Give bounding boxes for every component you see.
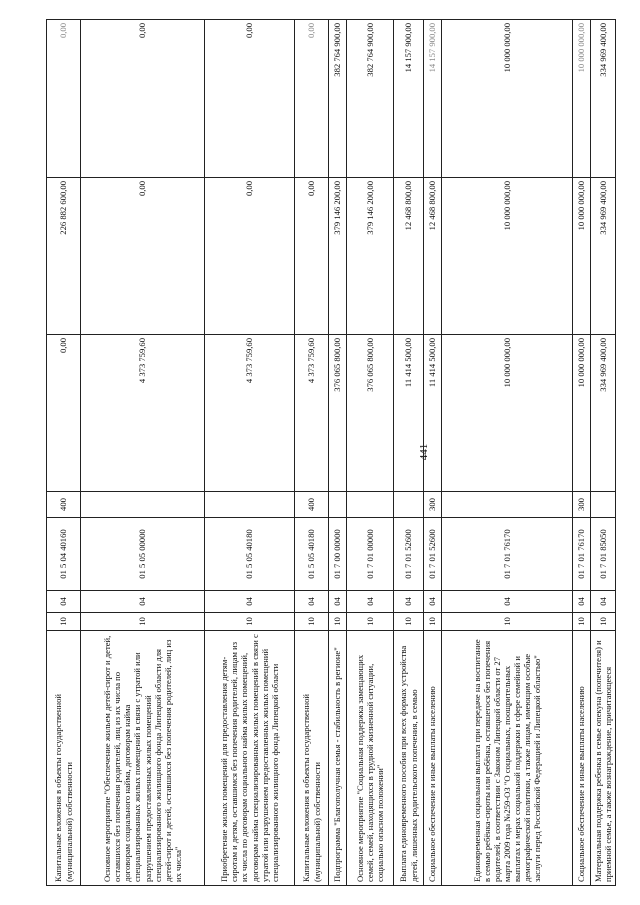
row-name-cell: Социальное обеспечение и иные выплаты населению bbox=[573, 631, 591, 886]
amount-year1-cell: 334 969 400,00 bbox=[591, 335, 616, 492]
amount-year3-cell: 0,00 bbox=[47, 20, 81, 178]
section-code-cell: 04 bbox=[295, 591, 329, 613]
expense-type-cell bbox=[81, 492, 205, 518]
amount-year2-cell: 226 882 600,00 bbox=[47, 178, 81, 335]
row-name-cell: Основное мероприятие "Социальная поддержка замещающих семей, семей, находящихся в трудной жизненной ситуации, социально опасном положении" bbox=[347, 631, 394, 886]
row-name-cell: Основное мероприятие "Обеспечение жильем детей-сирот и детей, оставшихся без попечения родителей, лиц из их числа по договорам социального найма, договорам найма специализированных жилых помещений в связи с утратой или разрушением предоставленных жилых помещений специализированного жилищного фонда Липецкой области для детей-сирот и детей, оставшихся без попечения родителей, лиц из их числа" bbox=[81, 631, 205, 886]
budget-table bbox=[46, 19, 616, 886]
expense-type-cell bbox=[591, 492, 616, 518]
ministry-code-cell: 10 bbox=[573, 613, 591, 631]
amount-year2-cell: 379 146 200,00 bbox=[347, 178, 394, 335]
ministry-code-cell: 10 bbox=[394, 613, 424, 631]
section-code-cell: 04 bbox=[81, 591, 205, 613]
target-article-cell: 01 7 01 00000 bbox=[347, 518, 394, 591]
rotated-content bbox=[46, 20, 614, 886]
amount-year3-cell: 0,00 bbox=[81, 20, 205, 178]
amount-year3-cell: 10 000 000,00 bbox=[573, 20, 591, 178]
amount-year1-cell: 10 000 000,00 bbox=[573, 335, 591, 492]
amount-year3-cell: 334 969 400,00 bbox=[591, 20, 616, 178]
expense-type-cell: 300 bbox=[573, 492, 591, 518]
table-row bbox=[394, 20, 424, 886]
amount-year2-cell: 12 468 800,00 bbox=[394, 178, 424, 335]
target-article-cell: 01 7 01 76170 bbox=[573, 518, 591, 591]
ministry-code-cell: 10 bbox=[81, 613, 205, 631]
target-article-cell: 01 7 01 52600 bbox=[394, 518, 424, 591]
target-article-cell: 01 7 00 00000 bbox=[329, 518, 347, 591]
ministry-code-cell: 10 bbox=[47, 613, 81, 631]
row-name-cell: Капитальные вложения в объекты государственной (муниципальной) собственности bbox=[47, 631, 81, 886]
amount-year2-cell: 0,00 bbox=[205, 178, 295, 335]
ministry-code-cell: 10 bbox=[347, 613, 394, 631]
row-name-cell: Единовременная социальная выплата при передаче на воспитание в семью ребёнка-сироты или ребёнка, оставшегося без попечения родителей, в соответствии с Законом Липецкой области от 27 марта 2009 года №259-ОЗ "О социальных, поощрительных выплатах и мерах социальной поддержки в сфере семейной и демографической политики, а также лицам, имеющим особые заслуги перед Российской Федерацией и Липецкой областью" bbox=[442, 631, 573, 886]
target-article-cell: 01 7 01 85050 bbox=[591, 518, 616, 591]
table-row bbox=[47, 20, 81, 886]
expense-type-cell: 400 bbox=[295, 492, 329, 518]
table-row bbox=[347, 20, 394, 886]
amount-year2-cell: 0,00 bbox=[81, 178, 205, 335]
rotated-page bbox=[46, 20, 614, 886]
expense-type-cell: 400 bbox=[47, 492, 81, 518]
amount-year1-cell: 4 373 759,60 bbox=[295, 335, 329, 492]
section-code-cell: 04 bbox=[442, 591, 573, 613]
target-article-cell: 01 7 01 52600 bbox=[424, 518, 442, 591]
amount-year3-cell: 0,00 bbox=[205, 20, 295, 178]
expense-type-cell bbox=[394, 492, 424, 518]
amount-year1-cell: 0,00 bbox=[47, 335, 81, 492]
amount-year1-cell: 4 373 759,60 bbox=[81, 335, 205, 492]
section-code-cell: 04 bbox=[424, 591, 442, 613]
target-article-cell: 01 5 05 40180 bbox=[295, 518, 329, 591]
amount-year3-cell: 0,00 bbox=[295, 20, 329, 178]
ministry-code-cell: 10 bbox=[205, 613, 295, 631]
amount-year1-cell: 4 373 759,60 bbox=[205, 335, 295, 492]
section-code-cell: 04 bbox=[205, 591, 295, 613]
amount-year3-cell: 382 764 900,00 bbox=[347, 20, 394, 178]
target-article-cell: 01 5 05 40180 bbox=[205, 518, 295, 591]
table-row bbox=[329, 20, 347, 886]
budget-table-body bbox=[47, 20, 616, 886]
ministry-code-cell: 10 bbox=[591, 613, 616, 631]
expense-type-cell bbox=[442, 492, 573, 518]
amount-year3-cell: 14 157 900,00 bbox=[424, 20, 442, 178]
section-code-cell: 04 bbox=[394, 591, 424, 613]
amount-year1-cell: 11 414 500,00 bbox=[424, 335, 442, 492]
amount-year1-cell: 376 065 800,00 bbox=[329, 335, 347, 492]
ministry-code-cell: 10 bbox=[295, 613, 329, 631]
amount-year3-cell: 14 157 900,00 bbox=[394, 20, 424, 178]
table-row bbox=[295, 20, 329, 886]
table-row bbox=[591, 20, 616, 886]
section-code-cell: 04 bbox=[329, 591, 347, 613]
target-article-cell: 01 5 05 00000 bbox=[81, 518, 205, 591]
section-code-cell: 04 bbox=[591, 591, 616, 613]
row-name-cell: Подпрограмма "Благополучная семья - стабильность в регионе" bbox=[329, 631, 347, 886]
ministry-code-cell: 10 bbox=[424, 613, 442, 631]
amount-year2-cell: 12 468 800,00 bbox=[424, 178, 442, 335]
ministry-code-cell: 10 bbox=[442, 613, 573, 631]
ministry-code-cell: 10 bbox=[329, 613, 347, 631]
amount-year2-cell: 334 969 400,00 bbox=[591, 178, 616, 335]
expense-type-cell bbox=[329, 492, 347, 518]
expense-type-cell bbox=[347, 492, 394, 518]
amount-year1-cell: 10 000 000,00 bbox=[442, 335, 573, 492]
row-name-cell: Социальное обеспечение и иные выплаты населению bbox=[424, 631, 442, 886]
section-code-cell: 04 bbox=[573, 591, 591, 613]
amount-year3-cell: 10 000 000,00 bbox=[442, 20, 573, 178]
amount-year1-cell: 376 065 800,00 bbox=[347, 335, 394, 492]
amount-year1-cell: 11 414 500,00 bbox=[394, 335, 424, 492]
table-row bbox=[81, 20, 205, 886]
table-row bbox=[424, 20, 442, 886]
section-code-cell: 04 bbox=[47, 591, 81, 613]
row-name-cell: Приобретение жилых помещений для предоставления детям-сиротам и детям, оставшимся без попечения родителей, лицам из их числа по договорам социального найма жилых помещений, договорам найма специализированных жилых помещений в связи с утратой или разрушением предоставленных жилых помещений специализированного жилищного фонда Липецкой области bbox=[205, 631, 295, 886]
page-number: 441 bbox=[418, 443, 430, 461]
table-row bbox=[205, 20, 295, 886]
row-name-cell: Капитальные вложения в объекты государственной (муниципальной) собственности bbox=[295, 631, 329, 886]
table-row bbox=[442, 20, 573, 886]
target-article-cell: 01 7 01 76170 bbox=[442, 518, 573, 591]
amount-year2-cell: 0,00 bbox=[295, 178, 329, 335]
amount-year2-cell: 379 146 200,00 bbox=[329, 178, 347, 335]
target-article-cell: 01 5 04 40160 bbox=[47, 518, 81, 591]
expense-type-cell: 300 bbox=[424, 492, 442, 518]
expense-type-cell bbox=[205, 492, 295, 518]
amount-year3-cell: 382 764 900,00 bbox=[329, 20, 347, 178]
section-code-cell: 04 bbox=[347, 591, 394, 613]
amount-year2-cell: 10 000 000,00 bbox=[442, 178, 573, 335]
row-name-cell: Выплата единовременного пособия при всех формах устройства детей, лишенных родительского попечения, в семью bbox=[394, 631, 424, 886]
row-name-cell: Материальная поддержка ребенка в семье опекуна (попечителя) и приемной семье, а также вознаграждение, причитающееся bbox=[591, 631, 616, 886]
amount-year2-cell: 10 000 000,00 bbox=[573, 178, 591, 335]
table-row bbox=[573, 20, 591, 886]
